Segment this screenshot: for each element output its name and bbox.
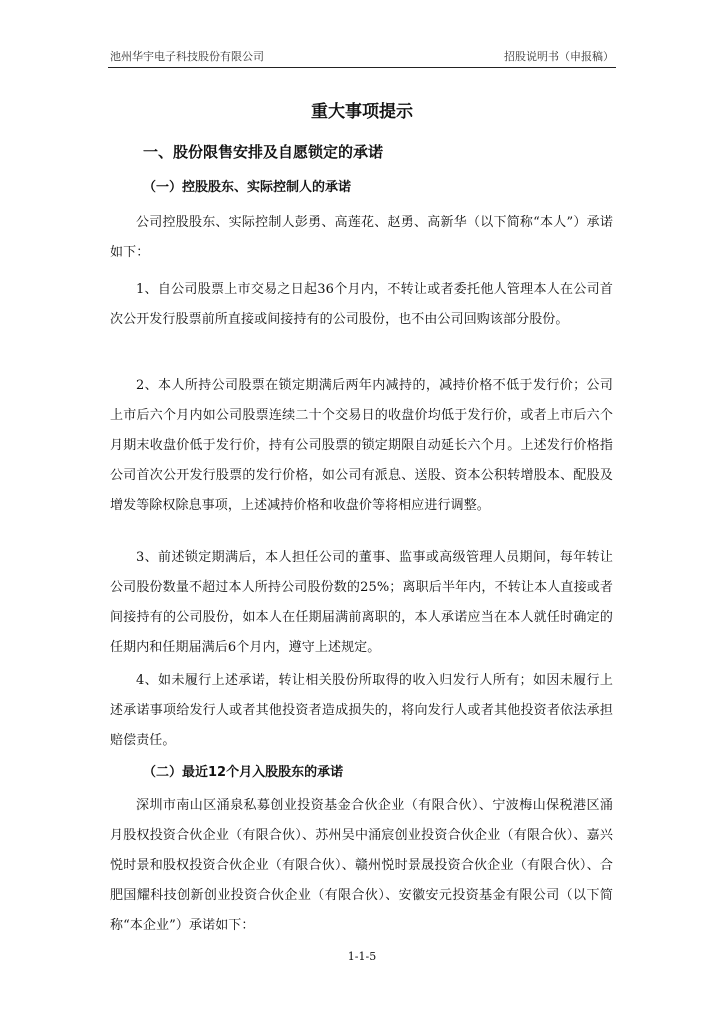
section-heading: 一、股份限售安排及自愿锁定的承诺 <box>143 143 384 161</box>
page-header-doc-type: 招股说明书（申报稿） <box>504 50 614 63</box>
document-title: 重大事项提示 <box>311 102 413 122</box>
header-divider <box>108 67 616 68</box>
paragraph: 2、本人所持公司股票在锁定期满后两年内减持的，减持价格不低于发行价；公司上市后六个月内如公司股票连续二十个交易日的收盘价均低于发行价，或者上市后六个月期末收盘价低于发行价，持有公司股票的锁定期限自动延长六个月。上述发行价格指公司首次公开发行股票的发行价格，如公司有派息、送股、资本公积转增股本、配股及增发等除权除息事项，上述减持价格和收盘价等将相应进行调整。 <box>110 378 613 513</box>
page-header-company: 池州华宇电子科技股份有限公司 <box>110 50 264 63</box>
subsection-heading-recent-shareholders: （二）最近12个月入股股东的承诺 <box>143 765 344 780</box>
paragraph: 1、自公司股票上市交易之日起36个月内，不转让或者委托他人管理本人在公司首次公开发行股票前所直接或间接持有的公司股份，也不由公司回购该部分股份。 <box>110 282 613 327</box>
paragraph: 公司控股股东、实际控制人彭勇、高莲花、赵勇、高新华（以下简称“本人”）承诺如下： <box>110 215 613 260</box>
paragraph: 深圳市南山区涌泉私募创业投资基金合伙企业（有限合伙）、宁波梅山保税港区涌月股权投资合伙企业（有限合伙）、苏州吴中涌宸创业投资合伙企业（有限合伙）、嘉兴悦时景和股权投资合伙企业（有限合伙）、赣州悦时景晟投资合伙企业（有限合伙）、合肥国耀科技创新创业投资合伙企业（有限合伙）、安徽安元投资基金有限公司（以下简称“本企业”）承诺如下： <box>110 798 613 933</box>
page-number: 1-1-5 <box>347 950 377 963</box>
subsection-heading-controlling-shareholders: （一）控股股东、实际控制人的承诺 <box>143 180 352 195</box>
paragraph: 4、如未履行上述承诺，转让相关股份所取得的收入归发行人所有；如因未履行上述承诺事项给发行人或者其他投资者造成损失的，将向发行人或者其他投资者依法承担赔偿责任。 <box>110 673 613 748</box>
paragraph: 3、前述锁定期满后，本人担任公司的董事、监事或高级管理人员期间，每年转让公司股份数量不超过本人所持公司股份数的25%；离职后半年内，不转让本人直接或者间接持有的公司股份，如本人在任期届满前离职的，本人承诺应当在本人就任时确定的任期内和任期届满后6个月内，遵守上述规定。 <box>110 550 613 655</box>
